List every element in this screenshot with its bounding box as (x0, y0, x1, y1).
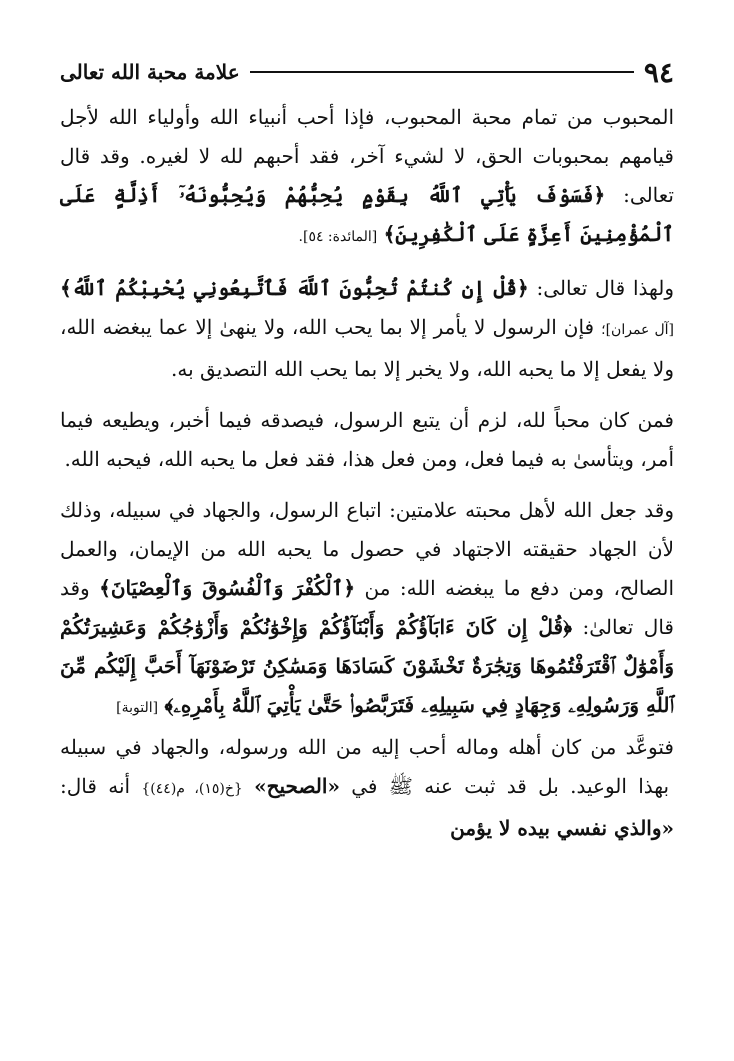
quran-verse: ﴿ٱلْكُفْرَ وَٱلْفُسُوقَ وَٱلْعِصْيَانَ﴾ (99, 576, 356, 600)
paragraph-1 (60, 98, 674, 257)
body-text: أنه قال: (60, 774, 131, 798)
header-divider (250, 71, 634, 73)
paragraph-5 (60, 728, 674, 848)
body-text: المحبوب من تمام محبة المحبوب، فإذا أحب أنبياء الله وأولياء الله لأجل قيامهم بمحبوبات الحق، لا لشيء آخر، فقد أحبهم لله لا لغيره. وقد قال تعالى: (60, 105, 674, 207)
verse-citation: [التوبة] (116, 700, 159, 716)
source-title: «الصحيح» (254, 774, 340, 798)
paragraph-2 (60, 269, 674, 389)
hadith-reference: {خ(١٥)، م(٤٤)} (141, 781, 243, 797)
body-text: وقد قال تعالىٰ: (60, 576, 674, 639)
quran-verse: ﴿فَسَوْفَ يَأْتِي ٱللَّهُ بِقَوْمٍ يُحِبُّهُمْ وَيُحِبُّونَهُۥٓ أَذِلَّةٍ عَلَى ٱلْمُؤْمِنِينَ أَعِزَّةٍ عَلَى ٱلْكَٰفِرِينَ﴾ (60, 183, 674, 246)
quran-verse: ﴿قُلْ إِن كَانَ ءَابَآؤُكُمْ وَأَبْنَآؤُكُمْ وَإِخْوَٰنُكُمْ وَأَزْوَٰجُكُمْ وَعَشِيرَتُكُمْ وَأَمْوَٰلٌ ٱقْتَرَفْتُمُوهَا وَتِجَٰرَةٌ تَخْشَوْنَ كَسَادَهَا وَمَسَٰكِنُ تَرْضَوْنَهَآ أَحَبَّ إِلَيْكُم مِّنَ ٱللَّهِ وَرَسُولِهِۦ وَجِهَادٍ فِي سَبِيلِهِۦ فَتَرَبَّصُوا۟ حَتَّىٰ يَأْتِيَ ٱللَّهُ بِأَمْرِهِۦ﴾ (60, 615, 674, 717)
running-title: علامة محبة الله تعالى (60, 60, 240, 84)
body-text: فإن الرسول لا يأمر إلا بما يحب الله، ولا ينهىٰ إلا عما يبغضه الله، ولا يفعل إلا ما يحبه الله، ولا يخبر إلا بما يحب الله التصديق به. (60, 315, 674, 381)
paragraph-3 (60, 401, 674, 479)
hadith-quote: «والذي نفسي بيده لا يؤمن (450, 816, 674, 840)
page-number: ٩٤ (643, 55, 674, 89)
body-text: فتوعَّد من كان أهله وماله أحب إليه من الله ورسوله، والجهاد في سبيله بهذا الوعيد. بل قد ثبت عنه ﷺ في (60, 735, 674, 798)
page-header (60, 52, 674, 92)
verse-citation: [آل عمران]؛ (601, 322, 675, 338)
body-text: فمن كان محباً لله، لزم أن يتبع الرسول، فيصدقه فيما أخبر، ويطيعه فيما أمر، ويتأسىٰ به فيما فعل، ومن فعل هذا، فقد فعل ما يحبه الله، فيحبه الله. (60, 408, 674, 471)
paragraph-4 (60, 491, 674, 728)
page-body (60, 98, 674, 848)
body-text: ولهذا قال تعالى: (528, 276, 674, 300)
quran-verse: ﴿قُلْ إِن كُنتُمْ تُحِبُّونَ ٱللَّهَ فَٱتَّبِعُونِي يُحْبِبْكُمُ ٱللَّهُ﴾ (60, 276, 529, 300)
body-text: وقد جعل الله لأهل محبته علامتين: اتباع الرسول، والجهاد في سبيله، وذلك لأن الجهاد حقيقته الاجتهاد في حصول ما يحبه الله من الإيمان، والعمل الصالح، ومن دفع ما يبغضه الله: من (60, 498, 675, 600)
verse-citation: [المائدة: ٥٤]. (298, 229, 378, 245)
